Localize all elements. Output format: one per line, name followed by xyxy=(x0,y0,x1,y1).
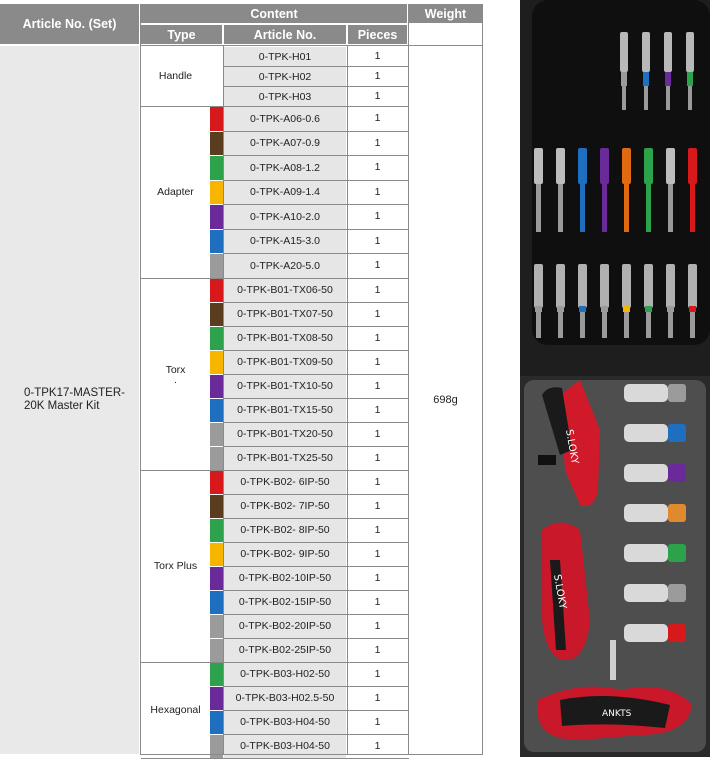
article-cell: 0-TPK-B01-TX07-50 xyxy=(224,303,346,326)
bit xyxy=(666,264,675,308)
adapter-body xyxy=(624,504,668,522)
bit-color-band xyxy=(579,306,586,312)
bit-shaft xyxy=(668,184,673,232)
bit-tip xyxy=(622,86,626,110)
article-cell: 0-TPK-H01 xyxy=(224,47,346,66)
color-swatch xyxy=(210,230,223,254)
color-swatch xyxy=(210,663,223,686)
article-cell: 0-TPK-A15-3.0 xyxy=(224,230,346,254)
pieces-cell: 1 xyxy=(374,571,381,584)
set-article-line1: 0-TPK17-MASTER- xyxy=(24,387,125,399)
type-cell xyxy=(141,278,210,470)
adapter-color xyxy=(668,624,686,642)
bit-color-band xyxy=(665,72,671,86)
article-cell: 0-TPK-A09-1.4 xyxy=(224,181,346,205)
pieces-cell: 1 xyxy=(374,667,381,680)
pieces-cell: 1 xyxy=(374,403,381,416)
article-cell: 0-TPK-H02 xyxy=(224,67,346,86)
color-swatch xyxy=(210,519,223,542)
pieces-cell: 1 xyxy=(374,50,381,62)
bit-tip xyxy=(666,86,670,110)
article-cell: 0-TPK-B02- 6IP-50 xyxy=(224,471,346,494)
bit xyxy=(688,264,697,308)
article-cell: 0-TPK-B02-15IP-50 xyxy=(224,591,346,614)
bit-tip xyxy=(624,312,629,338)
bit xyxy=(622,148,631,184)
article-cell: 0-TPK-B02- 7IP-50 xyxy=(224,495,346,518)
bit-color-band xyxy=(643,72,649,86)
type-label: Handle xyxy=(158,70,193,82)
pieces-cell: 1 xyxy=(374,307,381,320)
article-cell: 0-TPK-H03 xyxy=(224,87,346,106)
article-cell: 0-TPK-B01-TX08-50 xyxy=(224,327,346,350)
type-cell xyxy=(141,46,210,106)
pieces-cell: 1 xyxy=(374,523,381,536)
pieces-cell: 1 xyxy=(374,427,381,440)
bit-tip xyxy=(536,312,541,338)
pieces-cell: 1 xyxy=(374,70,381,82)
bit xyxy=(666,148,675,184)
bit-tip xyxy=(668,312,673,338)
screwdriver-logo: S.LOKY xyxy=(551,573,568,610)
pieces-cell: 1 xyxy=(374,283,381,296)
t-handle-shaft xyxy=(610,640,616,680)
article-cell: 0-TPK-B02- 9IP-50 xyxy=(224,543,346,566)
bit-shaft xyxy=(580,184,585,232)
article-cell: 0-TPK-B02-10IP-50 xyxy=(224,567,346,590)
pieces-cell: 1 xyxy=(374,547,381,560)
article-cell: 0-TPK-A07-0.9 xyxy=(224,132,346,156)
bit xyxy=(578,264,587,308)
set-article-line2: 20K Master Kit xyxy=(24,400,100,412)
adapter-body xyxy=(624,464,668,482)
adapter-color xyxy=(668,544,686,562)
t-handle-logo: ANKTS xyxy=(602,709,632,719)
pieces-cell: 1 xyxy=(374,691,381,704)
header-article-no: Article No. xyxy=(224,25,346,44)
bit xyxy=(688,148,697,184)
pieces-cell: 1 xyxy=(374,234,381,247)
color-swatch xyxy=(210,327,223,350)
bit-shaft xyxy=(646,184,651,232)
bit xyxy=(556,264,565,308)
pieces-cell: 1 xyxy=(374,643,381,656)
type-cell xyxy=(141,662,210,758)
bit xyxy=(600,148,609,184)
pieces-cell: 1 xyxy=(374,210,381,223)
type-label-extra: . xyxy=(174,373,177,386)
pieces-cell: 1 xyxy=(374,451,381,464)
adapter-color xyxy=(668,464,686,482)
color-swatch xyxy=(210,495,223,518)
bit-color-band xyxy=(645,306,652,312)
bit xyxy=(642,32,650,72)
pieces-cell: 1 xyxy=(374,715,381,728)
bit xyxy=(556,148,565,184)
bit xyxy=(622,264,631,308)
article-cell: 0-TPK-A06-0.6 xyxy=(224,107,346,131)
bit-color-band xyxy=(535,306,542,312)
pieces-cell: 1 xyxy=(374,331,381,344)
color-swatch xyxy=(210,375,223,398)
color-swatch xyxy=(210,181,223,205)
adapter-color xyxy=(668,424,686,442)
pieces-cell: 1 xyxy=(374,90,381,102)
article-cell: 0-TPK-A10-2.0 xyxy=(224,205,346,229)
color-swatch xyxy=(210,447,223,470)
article-cell: 0-TPK-B02-20IP-50 xyxy=(224,615,346,638)
bit-color-band xyxy=(687,72,693,86)
bit xyxy=(534,264,543,308)
bit xyxy=(664,32,672,72)
adapter-body xyxy=(624,424,668,442)
kit-photo-svg xyxy=(520,0,710,757)
bit xyxy=(534,148,543,184)
header-article-set: Article No. (Set) xyxy=(0,4,139,44)
color-swatch xyxy=(210,639,223,662)
bit-color-band xyxy=(557,306,564,312)
bit-tip xyxy=(602,312,607,338)
bit-tip xyxy=(580,312,585,338)
type-cell xyxy=(141,106,210,278)
pieces-cell: 1 xyxy=(374,355,381,368)
pieces-cell: 1 xyxy=(374,136,381,149)
small-handle-shaft xyxy=(538,455,556,465)
bit-shaft xyxy=(690,184,695,232)
color-swatch xyxy=(210,567,223,590)
type-cell xyxy=(141,470,210,662)
type-label: Hexagonal xyxy=(150,703,201,716)
color-swatch xyxy=(210,303,223,326)
color-swatch xyxy=(210,711,223,734)
bit-tip xyxy=(690,312,695,338)
bit xyxy=(600,264,609,308)
adapter-body xyxy=(624,384,668,402)
bit-color-band xyxy=(623,306,630,312)
adapter-body xyxy=(624,584,668,602)
pieces-cell: 1 xyxy=(374,595,381,608)
bit-tip xyxy=(644,86,648,110)
bit-tip xyxy=(646,312,651,338)
adapter-color xyxy=(668,584,686,602)
article-cell: 0-TPK-B01-TX09-50 xyxy=(224,351,346,374)
color-swatch xyxy=(210,399,223,422)
article-cell: 0-TPK-B01-TX10-50 xyxy=(224,375,346,398)
type-label: Adapter xyxy=(157,185,194,198)
article-cell: 0-TPK-B02- 8IP-50 xyxy=(224,519,346,542)
bit xyxy=(644,148,653,184)
pieces-cell: 1 xyxy=(374,379,381,392)
bit-shaft xyxy=(624,184,629,232)
article-cell: 0-TPK-B01-TX25-50 xyxy=(224,447,346,470)
color-swatch xyxy=(210,423,223,446)
bit-shaft xyxy=(536,184,541,232)
article-cell: 0-TPK-B02-25IP-50 xyxy=(224,639,346,662)
bit xyxy=(620,32,628,72)
bit-shaft xyxy=(602,184,607,232)
pieces-cell: 1 xyxy=(374,185,381,198)
color-swatch xyxy=(210,107,223,131)
color-swatch xyxy=(210,591,223,614)
set-article-cell xyxy=(0,46,139,754)
pieces-cell: 1 xyxy=(374,112,381,125)
article-cell: 0-TPK-B01-TX15-50 xyxy=(224,399,346,422)
adapter-body xyxy=(624,544,668,562)
type-label: Torx xyxy=(165,363,186,376)
pieces-cell: 1 xyxy=(374,619,381,632)
header-pieces: Pieces xyxy=(348,25,407,44)
bit-shaft xyxy=(558,184,563,232)
color-swatch xyxy=(210,351,223,374)
pieces-cell: 1 xyxy=(374,259,381,272)
handle-logo: S.LOKY xyxy=(563,428,580,465)
color-swatch xyxy=(210,543,223,566)
article-cell: 0-TPK-B03-H04-50 xyxy=(224,711,346,734)
header-content: Content xyxy=(141,4,407,23)
adapter-color xyxy=(668,504,686,522)
adapter-color xyxy=(668,384,686,402)
color-swatch xyxy=(210,279,223,302)
color-swatch xyxy=(210,205,223,229)
article-cell: 0-TPK-B03-H02.5-50 xyxy=(224,687,346,710)
type-label: Torx Plus xyxy=(153,559,198,572)
header-weight: Weight xyxy=(409,4,482,23)
bit-color-band xyxy=(689,306,696,312)
pieces-cell: 1 xyxy=(374,739,381,752)
color-swatch xyxy=(210,156,223,180)
color-swatch xyxy=(210,687,223,710)
bit xyxy=(578,148,587,184)
color-swatch xyxy=(210,254,223,278)
pieces-cell: 1 xyxy=(374,475,381,488)
bit xyxy=(644,264,653,308)
pieces-cell: 1 xyxy=(374,499,381,512)
article-cell: 0-TPK-A08-1.2 xyxy=(224,156,346,180)
article-cell: 0-TPK-B03-H04-50 xyxy=(224,735,346,758)
article-cell: 0-TPK-B01-TX06-50 xyxy=(224,279,346,302)
color-swatch xyxy=(210,471,223,494)
bit-tip xyxy=(688,86,692,110)
adapter-body xyxy=(624,624,668,642)
bit-color-band xyxy=(667,306,674,312)
color-swatch xyxy=(210,132,223,156)
bit-tip xyxy=(558,312,563,338)
set-weight-cell: 698g xyxy=(433,394,458,406)
pieces-cell: 1 xyxy=(374,161,381,174)
color-swatch xyxy=(210,615,223,638)
article-cell: 0-TPK-B01-TX20-50 xyxy=(224,423,346,446)
article-cell: 0-TPK-B03-H02-50 xyxy=(224,663,346,686)
bit-color-band xyxy=(601,306,608,312)
bit-color-band xyxy=(621,72,627,86)
article-cell: 0-TPK-A20-5.0 xyxy=(224,254,346,278)
header-type: Type xyxy=(141,25,222,44)
bit xyxy=(686,32,694,72)
